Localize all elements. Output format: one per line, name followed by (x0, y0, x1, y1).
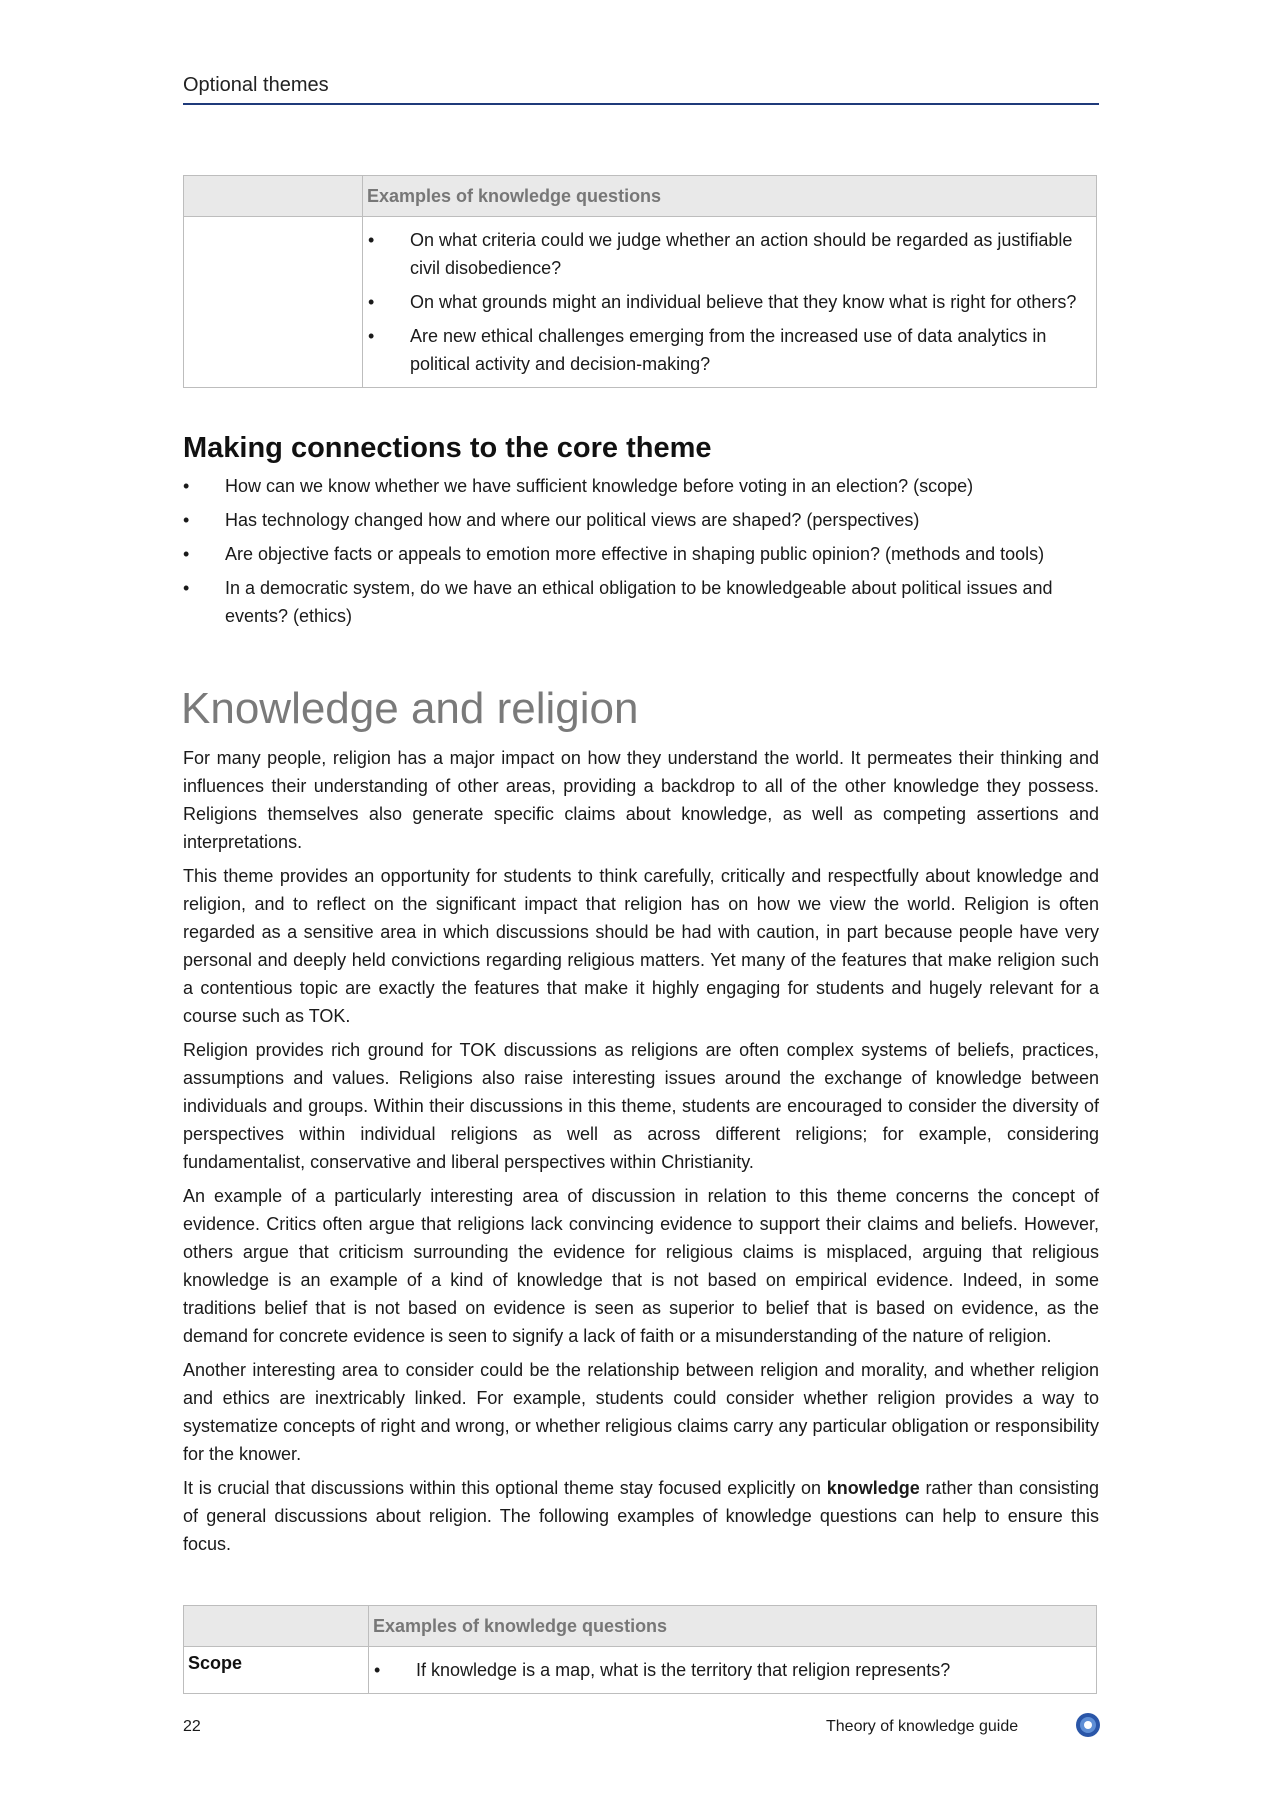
bullet-icon: • (183, 510, 190, 530)
running-header: Optional themes (183, 74, 1099, 105)
question-list (364, 218, 1095, 386)
bullet-icon: • (183, 544, 190, 564)
emphasis: knowledge (826, 1478, 920, 1498)
section-title: Knowledge and religion (181, 684, 639, 733)
table-header: Examples of knowledge questions (363, 176, 1097, 217)
table-header-empty (184, 1606, 369, 1647)
knowledge-questions-table-2 (183, 1605, 1097, 1694)
table-row-label-empty (184, 217, 363, 388)
list-item: • How can we know whether we have sufficient knowledge before voting in an election? (scope) (183, 472, 1083, 500)
paragraph: This theme provides an opportunity for students to think carefully, critically and respectfully about knowledge and religion, and to reflect on the significant impact that religion has on how we view the world. Religion is often regarded as a sensitive area in which discussions should be had with caution, in part because people have very personal and deeply held convictions regarding religious matters. Yet many of the features that make religion such a contentious topic are exactly the features that make it highly engaging for students and hugely relevant for a course such as TOK. (183, 866, 1099, 1026)
bullet-icon: • (368, 326, 375, 346)
table-header-empty (184, 176, 363, 217)
list-item: • Are new ethical challenges emerging from the increased use of data analytics in political activity and decision-making? (364, 322, 1089, 378)
connections-heading: Making connections to the core theme (183, 432, 712, 464)
list-item: • If knowledge is a map, what is the territory that religion represents? (370, 1656, 1089, 1684)
bullet-icon: • (183, 578, 190, 598)
connections-list (183, 472, 1083, 636)
paragraph: Religion provides rich ground for TOK discussions as religions are often complex systems of beliefs, practices, assumptions and values. Religions also raise interesting issues around the exchange of knowledge between individuals and groups. Within their discussions in this theme, students are encouraged to consider the diversity of perspectives within individual religions as well as across different religions; for example, considering fundamentalist, conservative and liberal perspectives within Christianity. (183, 1040, 1099, 1172)
section-body (183, 744, 1099, 1564)
list-item: • Has technology changed how and where our political views are shaped? (perspectives) (183, 506, 1083, 534)
paragraph: It is crucial that discussions within this optional theme stay focused explicitly on knowledge rather than consisting of general discussions about religion. The following examples of knowledge questions can help to ensure this focus. (183, 1478, 1099, 1554)
list-item: • On what criteria could we judge whether an action should be regarded as justifiable civil disobedience? (364, 226, 1089, 282)
paragraph: Another interesting area to consider could be the relationship between religion and morality, and whether religion and ethics are inextricably linked. For example, students could consider whether religion provides a way to systematize concepts of right and wrong, or whether religious claims carry any particular obligation or responsibility for the knower. (183, 1360, 1099, 1464)
paragraph: For many people, religion has a major impact on how they understand the world. It permeates their thinking and influences their understanding of other areas, providing a backdrop to all of the other knowledge they possess. Religions themselves also generate specific claims about knowledge, as well as competing assertions and interpretations. (183, 748, 1099, 852)
bullet-icon: • (374, 1660, 381, 1680)
list-item: • Are objective facts or appeals to emotion more effective in shaping public opinion? (methods and tools) (183, 540, 1083, 568)
ib-logo-icon (1075, 1712, 1101, 1743)
table-row-label: Scope (184, 1647, 369, 1694)
question-list (370, 1648, 1095, 1692)
table-header: Examples of knowledge questions (369, 1606, 1097, 1647)
paragraph: An example of a particularly interesting area of discussion in relation to this theme concerns the concept of evidence. Critics often argue that religions lack convincing evidence to support their claims and beliefs. However, others argue that criticism surrounding the evidence for religious claims is misplaced, arguing that religious knowledge is an example of a kind of knowledge that is not based on empirical evidence. Indeed, in some traditions belief that is not based on evidence is seen as superior to belief that is based on evidence, as the demand for concrete evidence is seen to signify a lack of faith or a misunderstanding of the nature of religion. (183, 1186, 1099, 1346)
bullet-icon: • (183, 476, 190, 496)
guide-title: Theory of knowledge guide (826, 1718, 1019, 1735)
page-number: 22 (183, 1718, 201, 1735)
list-item: • In a democratic system, do we have an ethical obligation to be knowledgeable about political issues and events? (ethics) (183, 574, 1083, 630)
bullet-icon: • (368, 292, 375, 312)
bullet-icon: • (368, 230, 375, 250)
knowledge-questions-table-1 (183, 175, 1097, 388)
list-item: • On what grounds might an individual believe that they know what is right for others? (364, 288, 1089, 316)
